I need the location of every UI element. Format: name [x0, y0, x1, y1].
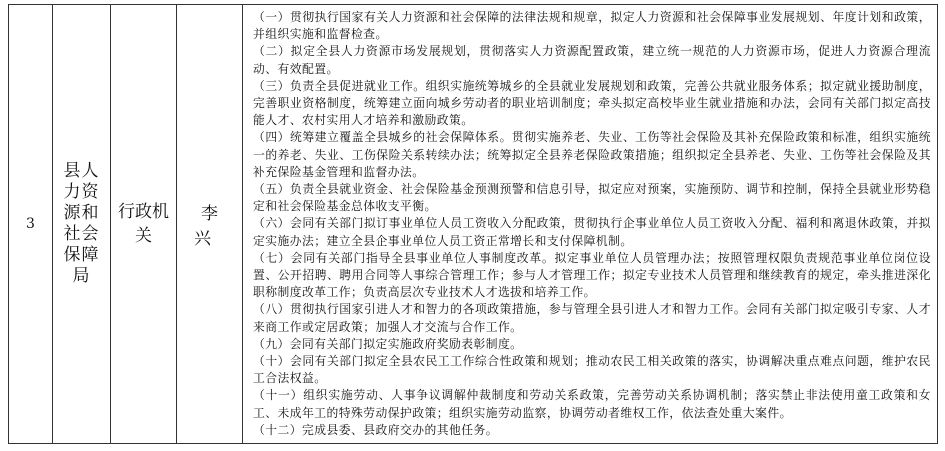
- duty-item: （八）贯彻执行国家引进人才和智力的各项政策措施，参与管理全县引进人才和智力工作。会同有关部门拟定吸引专家、人才来商工作或定居政策；加强人才交流与合作工作。: [253, 302, 931, 334]
- duty-item: （三）负责全县促进就业工作。组织实施统筹城乡的全县就业发展规划和政策，完善公共就业服务体系；拟定就业援助制度，完善职业资格制度，统筹建立面向城乡劳动者的职业培训制度；牵头拟定高校毕业生就业措施和办法，会同有关部门拟定高技能人才、农村实用人才培养和激励政策。: [253, 78, 931, 128]
- table-row: [9, 5, 938, 444]
- duty-item: （五）负责全县就业资金、社会保险基金预测预警和信息引导，拟定应对预案，实施预防、调节和控制，保持全县就业形势稳定和社会保险基金总体收支平衡。: [253, 182, 931, 214]
- duty-item: （一）贯彻执行国家有关人力资源和社会保障的法律法规和规章，拟定人力资源和社会保障事业发展规划、年度计划和政策，并组织实施和监督检查。: [253, 10, 931, 42]
- organization-type-cell: [111, 5, 177, 444]
- duty-item: （二）拟定全县人力资源市场发展规划，贯彻落实人力资源配置政策，建立统一规范的人力资源市场，促进人力资源合理流动、有效配置。: [253, 44, 931, 76]
- responsibility-table: [8, 4, 938, 444]
- responsibility-table-wrapper: [8, 4, 938, 442]
- duty-item: （十一）组织实施劳动、人事争议调解仲裁制度和劳动关系政策，完善劳动关系协调机制；落实禁止非法使用童工政策和女工、未成年工的特殊劳动保护政策；组织实施劳动监察，协调劳动者维权工作，依法查处重大案件。: [253, 388, 931, 420]
- duty-item: （四）统筹建立覆盖全县城乡的社会保障体系。贯彻实施养老、失业、工伤等社会保险及其补充保险政策和标准，组织实施统一的养老、失业、工伤保险关系转续办法；统筹拟定全县养老保险政策措施；组织拟定全县养老、失业、工伤等社会保险及其补充保险基金管理和监督办法。: [253, 130, 931, 179]
- duty-item: （七）会同有关部门指导全县事业单位人事制度改革。拟定事业单位人员管理办法；按照管理权限负责规范事业单位岗位设置、公开招聘、聘用合同等人事综合管理工作；参与人才管理工作；拟定专业技术人员管理和继续教育的规定，牵头推进深化职称制度改革工作；负责高层次专业技术人才选拔和培养工作。: [253, 250, 931, 300]
- organization-name: 县人力资源和社会保障局: [63, 161, 100, 287]
- row-number-cell: [9, 5, 53, 444]
- duty-item: （九）会同有关部门拟定实施政府奖励表彰制度。: [253, 336, 523, 351]
- organization-cell: [53, 5, 111, 444]
- person-cell: [177, 5, 243, 444]
- duty-item: （六）会同有关部门拟订事业单位人员工资收入分配政策，贯彻执行企事业单位人员工资收入分配、福利和离退休政策，并拟定实施办法；建立全县企事业单位人员工资正常增长和支付保障机制。: [253, 216, 931, 248]
- duties-list: [253, 9, 931, 439]
- duty-item: （十）会同有关部门拟定全县农民工工作综合性政策和规划；推动农民工相关政策的落实，协调解决重点难点问题，维护农民工合法权益。: [253, 354, 931, 386]
- row-number: 3: [26, 216, 35, 233]
- person-name: 李兴: [194, 204, 232, 250]
- duties-cell: [243, 5, 938, 444]
- organization-type: 行政机关: [118, 202, 169, 247]
- duty-item: （十二）完成县委、县政府交办的其他任务。: [253, 422, 498, 437]
